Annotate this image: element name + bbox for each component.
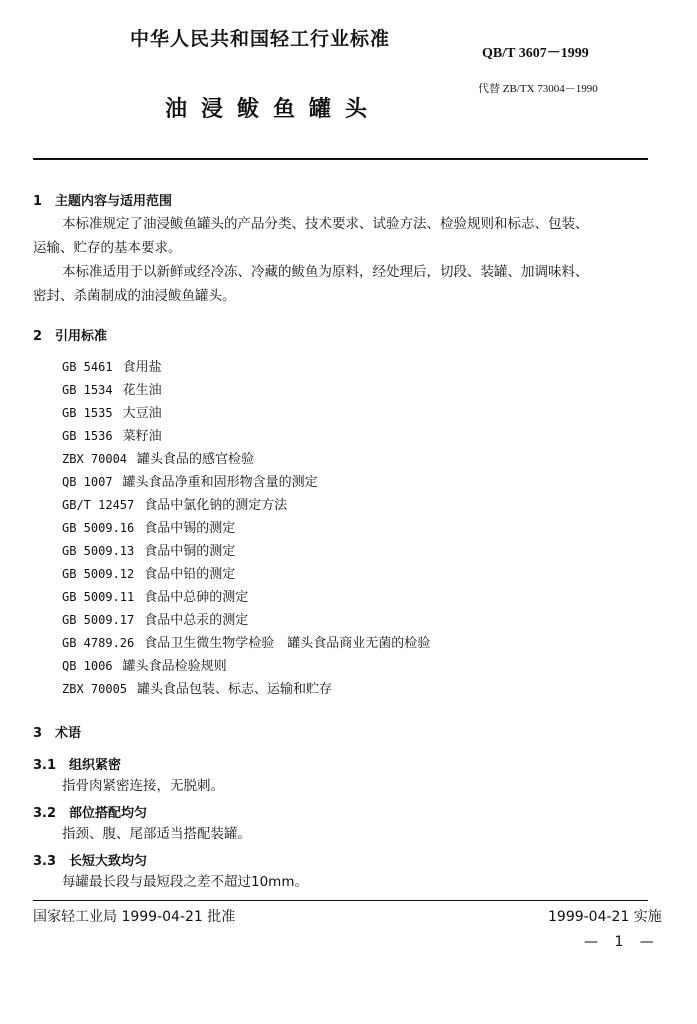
reference-name: 食品卫生微生物学检验 罐头食品商业无菌的检验 [144, 636, 431, 651]
section-3-heading: 3 术语 [33, 726, 82, 741]
page-title: 油浸鲅鱼罐头 [165, 97, 382, 122]
reference-code: QB 1006 [62, 659, 113, 673]
term-number: 3.1 [33, 758, 57, 773]
reference-item [62, 563, 235, 582]
reference-name: 罐头食品包装、标志、运输和贮存 [137, 682, 333, 697]
reference-code: QB 1007 [62, 475, 113, 489]
section-1-heading: 1 主题内容与适用范围 [33, 194, 173, 209]
reference-code: GB 1535 [62, 406, 113, 420]
reference-code: GB 5009.12 [62, 567, 135, 581]
reference-code: GB 1536 [62, 429, 113, 443]
reference-name: 食品中锡的测定 [144, 521, 236, 536]
term-definition: 每罐最长段与最短段之差不超过10mm。 [62, 874, 308, 890]
reference-item [62, 517, 235, 536]
section-1-paragraph-2-line-2: 密封、杀菌制成的油浸鲅鱼罐头。 [33, 288, 236, 304]
term-3-2 [33, 802, 147, 821]
reference-name: 罐头食品的感官检验 [137, 452, 255, 467]
reference-item [62, 609, 248, 628]
reference-name: 罐头食品检验规则 [122, 659, 227, 674]
effective-date: 1999-04-21 实施 [548, 909, 662, 925]
reference-item [62, 425, 162, 444]
replaces-note: 代替 ZB/TX 73004－1990 [478, 83, 598, 95]
reference-name: 花生油 [122, 383, 162, 398]
section-1-paragraph-1-line-2: 运输、贮存的基本要求。 [33, 240, 182, 256]
term-3-3 [33, 850, 147, 869]
reference-item [62, 586, 248, 605]
section-2-heading: 2 引用标准 [33, 329, 108, 344]
term-name: 部位搭配均匀 [69, 806, 148, 821]
reference-item [62, 655, 227, 674]
term-number: 3.2 [33, 806, 57, 821]
term-definition: 指骨肉紧密连接，无脱刺。 [62, 778, 224, 794]
reference-name: 食用盐 [122, 360, 162, 375]
reference-code: ZBX 70005 [62, 682, 128, 696]
reference-code: GB 5009.16 [62, 521, 135, 535]
reference-code: GB 5009.11 [62, 590, 135, 604]
reference-name: 食品中总汞的测定 [144, 613, 249, 628]
term-name: 长短大致均匀 [69, 854, 148, 869]
term-name: 组织紧密 [69, 758, 122, 773]
reference-code: GB 4789.26 [62, 636, 135, 650]
reference-code: ZBX 70004 [62, 452, 128, 466]
term-number: 3.3 [33, 854, 57, 869]
header-divider [33, 158, 648, 160]
reference-name: 大豆油 [122, 406, 162, 421]
reference-code: GB 5461 [62, 360, 113, 374]
page-number: — 1 — [584, 934, 660, 950]
reference-name: 食品中氯化钠的测定方法 [144, 498, 288, 513]
footer-divider [33, 900, 648, 901]
reference-name: 食品中铜的测定 [144, 544, 236, 559]
reference-item [62, 678, 332, 697]
reference-item [62, 471, 318, 490]
reference-name: 菜籽油 [122, 429, 162, 444]
reference-item [62, 379, 162, 398]
reference-name: 食品中铅的测定 [144, 567, 236, 582]
reference-item [62, 448, 254, 467]
reference-code: GB 5009.13 [62, 544, 135, 558]
issuing-body-title: 中华人民共和国轻工行业标准 [130, 28, 391, 50]
reference-item [62, 356, 162, 375]
standard-code: QB/T 3607－1999 [482, 46, 589, 61]
reference-item [62, 402, 162, 421]
reference-code: GB 5009.17 [62, 613, 135, 627]
approval-note: 国家轻工业局 1999-04-21 批准 [33, 909, 236, 925]
reference-name: 罐头食品净重和固形物含量的测定 [122, 475, 318, 490]
reference-item [62, 494, 287, 513]
reference-code: GB/T 12457 [62, 498, 135, 512]
reference-name: 食品中总砷的测定 [144, 590, 249, 605]
term-definition: 指颈、腹、尾部适当搭配装罐。 [62, 826, 251, 842]
reference-item [62, 540, 235, 559]
reference-code: GB 1534 [62, 383, 113, 397]
section-1-paragraph-2-line-1: 本标准适用于以新鲜或经冷冻、冷藏的鲅鱼为原料，经处理后，切段、装罐、加调味料、 [62, 264, 589, 280]
section-1-paragraph-1-line-1: 本标准规定了油浸鲅鱼罐头的产品分类、技术要求、试验方法、检验规则和标志、包装、 [62, 216, 589, 232]
reference-item [62, 632, 430, 651]
term-3-1 [33, 754, 121, 773]
